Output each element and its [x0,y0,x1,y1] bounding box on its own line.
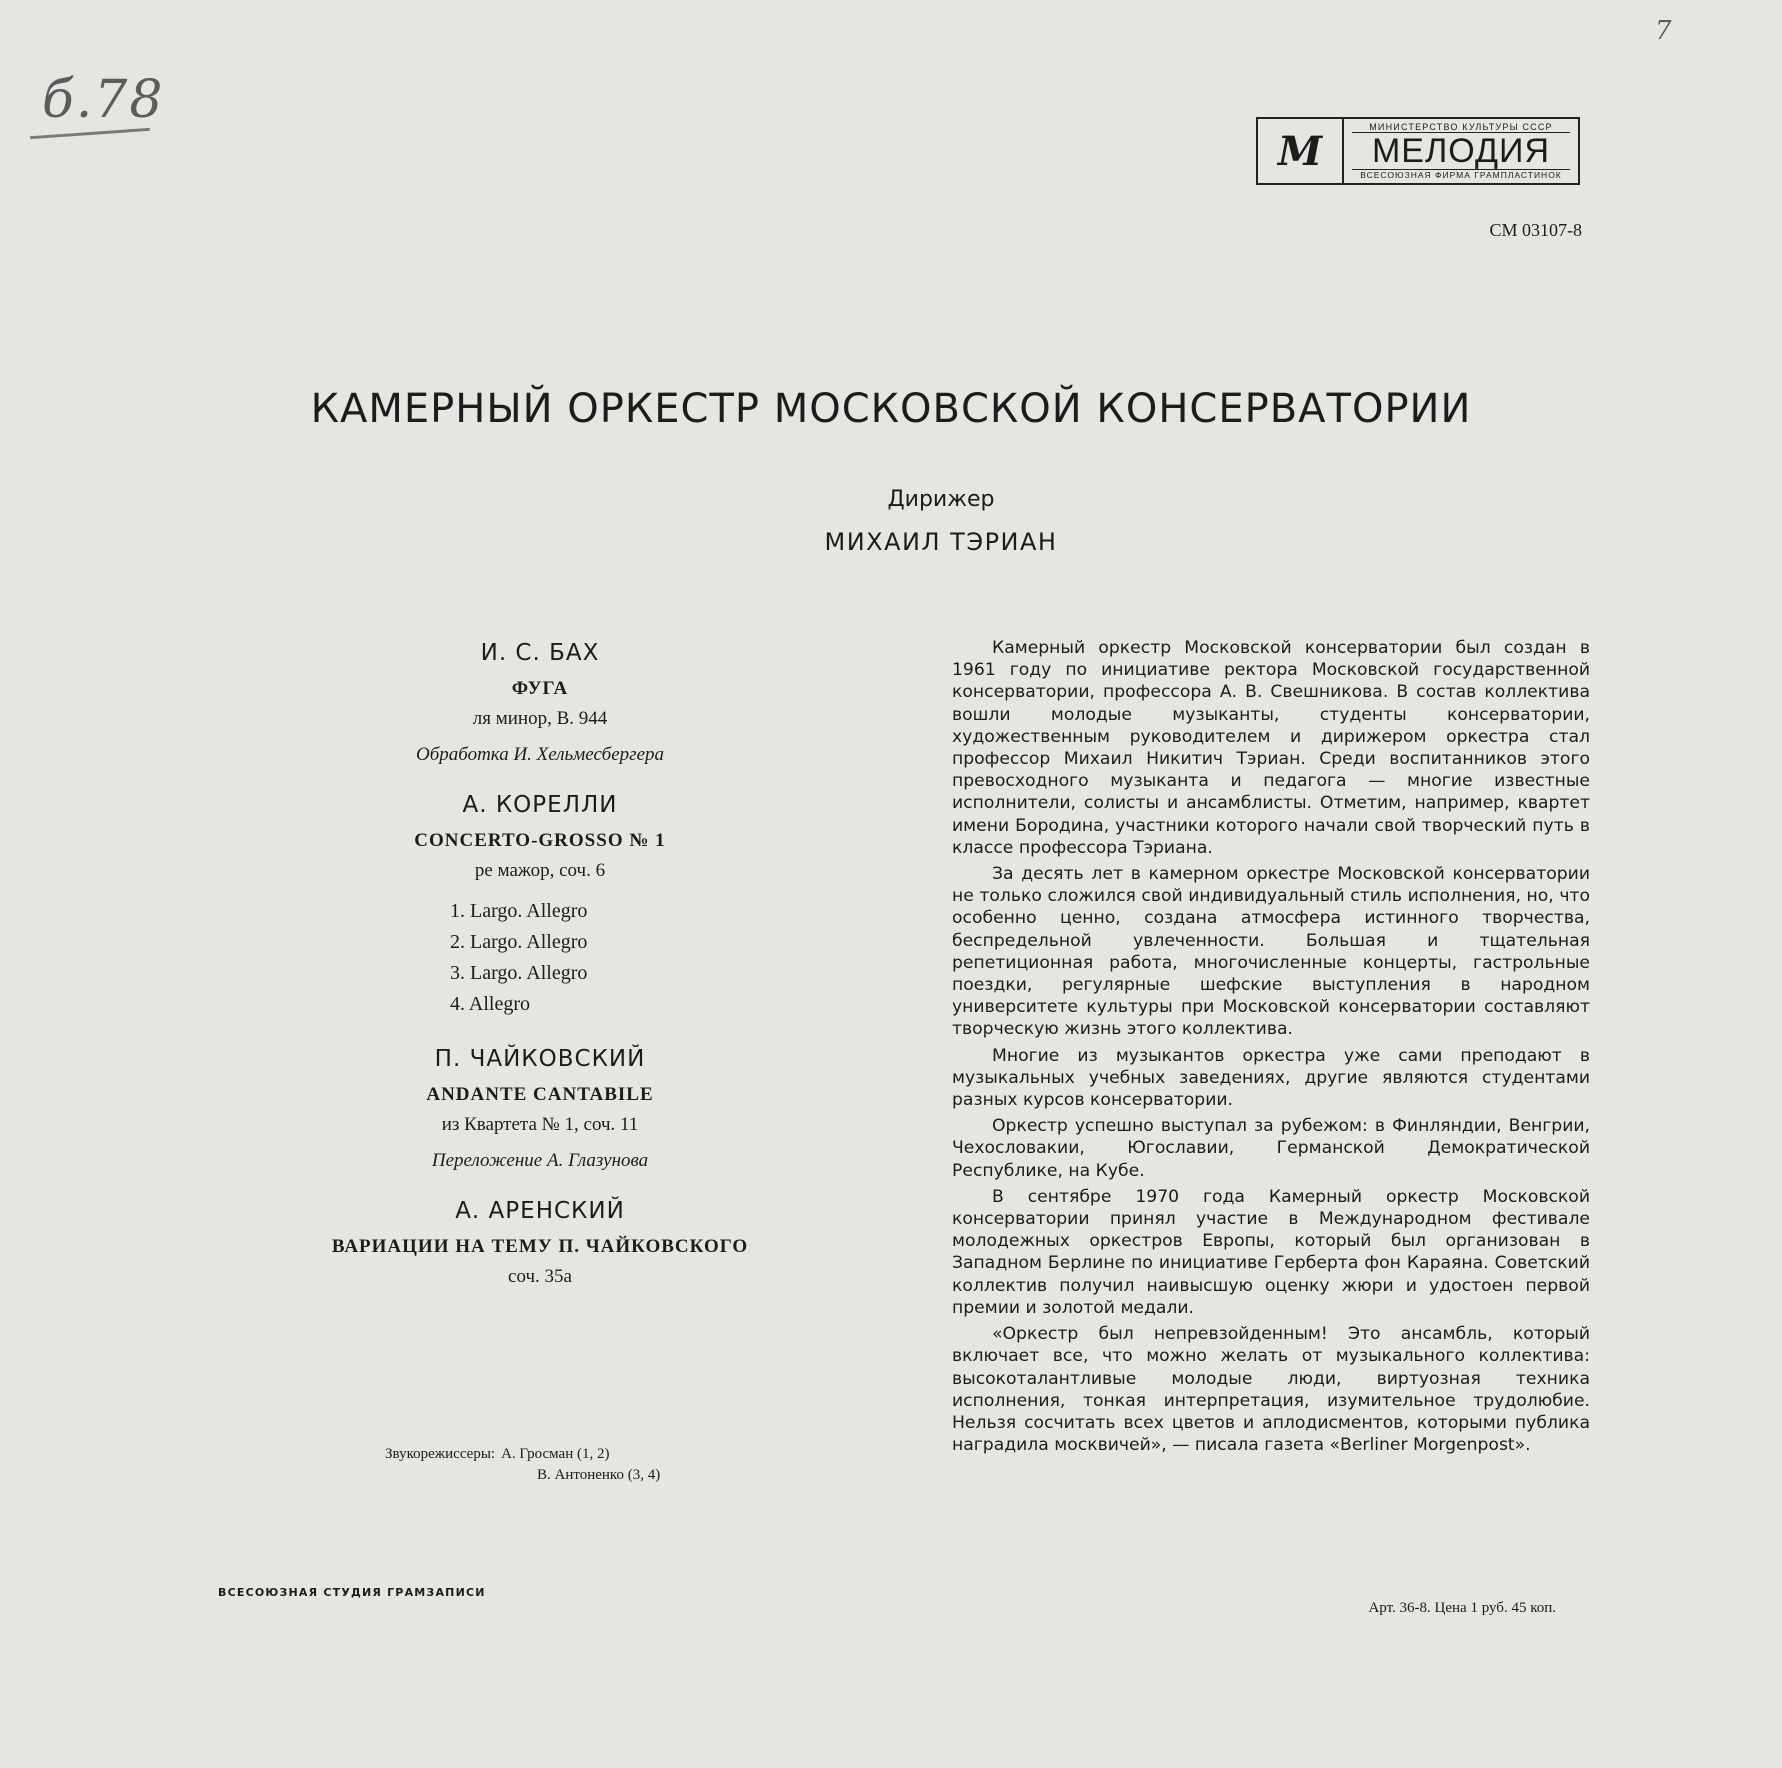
liner-notes-paragraph: В сентябре 1970 года Камерный оркестр Московской консерватории принял участие в Международном фестивале молодежных оркестров Европы, который был организован в Западном Берлине по инициативе Герберта фон Караяна. Советский коллектив получил наивысшую оценку жюри и удостоен первой премии и золотой медали. [952,1186,1590,1318]
engineer-name: А. Гросман (1, 2) [501,1446,610,1462]
liner-notes-paragraph: Камерный оркестр Московской консерватории был создан в 1961 году по инициативе ректора Московской государственной консерватории, профессора А. В. Свешникова. В состав коллектива вошли молодые музыканты, студенты консерватории, художественным руководителем и дирижером оркестра стал профессор Михаил Никитич Тэриан. Среди воспитанников этого превосходного музыканта и педагога — многие известные исполнители, солисты и ансамблисты. Отметим, например, квартет имени Бородина, участники которого начали свой творческий путь в классе профессора Тэриана. [952,638,1590,858]
logo-ministry: МИНИСТЕРСТВО КУЛЬТУРЫ СССР [1369,122,1553,132]
piece-arrangement: Обработка И. Хельмесбергера [415,744,664,765]
engineer-row [385,1444,660,1465]
price-line: Арт. 36-8. Цена 1 руб. 45 коп. [1368,1600,1556,1616]
composer: А. КОРЕЛЛИ [462,792,618,818]
program-work-arensky [320,1198,760,1288]
program-work-tchaikovsky [320,1046,760,1172]
piece-detail: из Квартета № 1, соч. 11 [441,1114,639,1135]
sound-engineers [385,1444,660,1486]
movement-list [450,896,760,1020]
liner-notes-paragraph: Оркестр успешно выступал за рубежом: в Финляндии, Венгрии, Чехословакии, Югославии, Германской Демократической Республике, на Кубе. [952,1116,1590,1181]
melodiya-logo [1256,117,1580,185]
logo-brand: МЕЛОДИЯ [1352,132,1570,170]
catalog-number: СМ 03107-8 [1489,220,1582,240]
piece-detail: соч. 35а [508,1266,572,1287]
piece-title: ANDANTE CANTABILE [426,1084,654,1105]
program-list [320,640,760,1314]
composer: А. АРЕНСКИЙ [455,1198,625,1224]
handwritten-shelf-number: б.78 [42,70,165,130]
album-title: КАМЕРНЫЙ ОРКЕСТР МОСКОВСКОЙ КОНСЕРВАТОРИИ [310,386,1472,432]
liner-notes-paragraph: Многие из музыкантов оркестра уже сами преподают в музыкальных учебных заведениях, другие являются студентами разных курсов консерватории. [952,1045,1590,1111]
melodiya-emblem-icon: М [1258,119,1344,183]
composer: П. ЧАЙКОВСКИЙ [434,1046,646,1072]
piece-title: ФУГА [511,678,569,699]
liner-notes-paragraph: За десять лет в камерном оркестре Московской консерватории не только сложился свой индивидуальный стиль исполнения, но, что особенно ценно, создана атмосфера истинного творчества, беспредельной увлеченности. Большая и тщательная репетиционная работа, многочисленные концерты, гастрольные поездки, регулярные шефские выступления в народном университете культуры при Московской консерватории составляют творческую жизнь этого коллектива. [952,864,1590,1040]
movement-item: 2. Largo. Allegro [450,931,588,953]
engineers-label: Звукорежиссеры: [385,1446,496,1462]
liner-notes-paragraph: «Оркестр был непревзойденным! Это ансамбль, который включает все, что можно желать от музыкального коллектива: высокоталантливые молодые люди, виртуозная техника исполнения, тонкая интерпретация, изумительное трудолюбие. Нельзя сосчитать всех цветов и аплодисментов, которыми публика наградила москвичей», — писала газета «Berliner Morgenpost». [952,1324,1590,1456]
program-work-bach [320,640,760,766]
piece-title: ВАРИАЦИИ НА ТЕМУ П. ЧАЙКОВСКОГО [331,1236,749,1257]
engineer-indent [385,1465,537,1486]
logo-firm: ВСЕСОЮЗНАЯ ФИРМА ГРАМПЛАСТИНОК [1360,170,1562,180]
program-work-corelli [320,792,760,1020]
movement-item: 1. Largo. Allegro [450,900,588,922]
piece-title: CONCERTO-GROSSO № 1 [414,830,666,851]
engineer-row [385,1465,660,1486]
piece-detail: ре мажор, соч. 6 [474,860,606,881]
movement-item: 3. Largo. Allegro [450,962,588,984]
logo-text-block [1344,119,1578,183]
composer: И. С. БАХ [480,640,600,666]
movement-item: 4. Allegro [450,993,530,1015]
conductor-label: Дирижер [887,487,995,512]
liner-notes [952,637,1590,1460]
studio-credit: ВСЕСОЮЗНАЯ СТУДИЯ ГРАМЗАПИСИ [218,1586,486,1599]
piece-arrangement: Переложение А. Глазунова [431,1150,649,1171]
handwritten-corner-mark: 7 [1655,16,1672,46]
engineer-name: В. Антоненко (3, 4) [537,1467,661,1483]
conductor-name: МИХАИЛ ТЭРИАН [824,528,1058,556]
piece-detail: ля минор, В. 944 [472,708,608,729]
